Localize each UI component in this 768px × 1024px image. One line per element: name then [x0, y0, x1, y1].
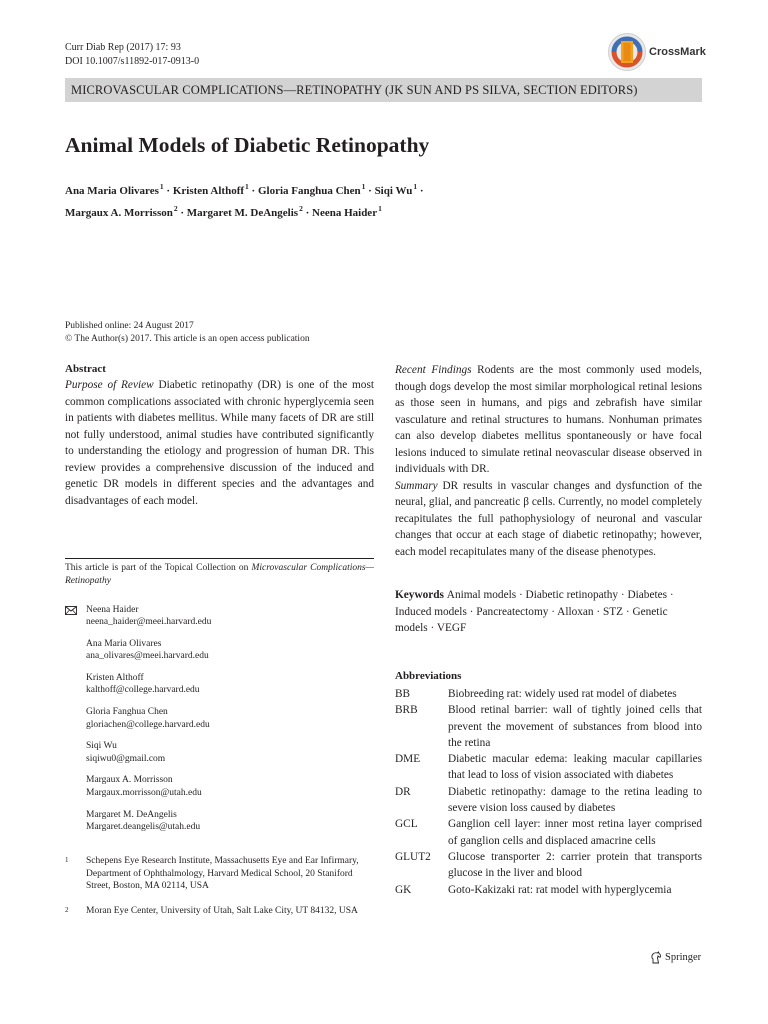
- abbreviations-heading: Abbreviations: [395, 670, 462, 682]
- author-list: [65, 178, 705, 222]
- journal-citation: [65, 41, 199, 69]
- abstract-left-column: [65, 362, 374, 509]
- contact-entry: [65, 740, 374, 765]
- journal-line: Curr Diab Rep (2017) 17: 93: [65, 42, 181, 53]
- article-title: Animal Models of Diabetic Retinopathy: [65, 133, 430, 157]
- abbreviation-definition: Diabetic retinopathy: damage to the retina leading to severe vision loss caused by diabetes: [448, 785, 702, 815]
- contact-name: Gloria Fanghua Chen: [86, 707, 168, 718]
- summary-text: DR results in vascular changes and dysfunction of the neural, glial, and pancreatic β cells. Currently, no model completely recapitulates the full pathophysiology of neuronal and vascular changes that occur at each stage of diabetic retinopathy; however, each model recapitulates many of the disease phenotypes.: [395, 479, 702, 558]
- purpose-text: Diabetic retinopathy (DR) is one of the most common complications associated with chronic hyperglycemia seen in patients with diabetes mellitus. While many facets of DR are still not fully understood, animal studies have contributed significantly to understanding the etiology and progression of human DR. This review provides a comprehensive discussion of the induced and genetic DR models in different species and the advantages and disadvantages of each model.: [65, 379, 374, 507]
- abbreviation-row: [395, 816, 702, 849]
- abbreviation-row: [395, 686, 702, 702]
- author-contacts: [65, 604, 374, 843]
- contact-name: Ana Maria Olivares: [86, 639, 162, 650]
- author-separator: ·: [177, 207, 187, 219]
- abbreviation-row: [395, 702, 702, 751]
- author-affiliation-marker: 2: [173, 204, 178, 213]
- author-name-text: Margaux A. Morrisson: [65, 207, 173, 219]
- abstract-right-column: [395, 362, 702, 560]
- publication-info: [65, 320, 310, 346]
- contact-email[interactable]: Margaux.morrisson@utah.edu: [86, 787, 202, 798]
- abstract-heading: Abstract: [65, 363, 106, 375]
- abbreviation-term: GK: [395, 883, 412, 896]
- author-name: [257, 182, 366, 197]
- topic-divider: [65, 558, 374, 559]
- abbreviation-term: BRB: [395, 704, 418, 717]
- topical-collection-note: [65, 562, 374, 588]
- abbreviation-row: [395, 849, 702, 882]
- contact-entry: [65, 774, 374, 799]
- contact-email[interactable]: neena_haider@meei.harvard.edu: [86, 617, 212, 628]
- abbreviation-term: GLUT2: [395, 850, 431, 863]
- contact-name: Kristen Althoff: [86, 673, 144, 684]
- abbreviation-definition: Glucose transporter 2: carrier protein that transports glucose in the liver and blood: [448, 850, 702, 880]
- abbreviation-row: [395, 784, 702, 817]
- abstract-findings: [395, 362, 702, 478]
- crossmark-badge[interactable]: [607, 32, 706, 72]
- contact-entry: [65, 604, 374, 629]
- author-affiliation-marker: 1: [413, 182, 418, 191]
- author-separator: ·: [163, 185, 173, 197]
- findings-label: Recent Findings: [395, 364, 472, 376]
- author-name: [312, 204, 382, 219]
- purpose-label: Purpose of Review: [65, 379, 154, 391]
- keywords-list: Animal models · Diabetic retinopathy · Diabetes · Induced models · Pancreatectomy · Alloxan · STZ · Genetic models · VEGF: [395, 589, 674, 634]
- affiliations: [65, 855, 374, 929]
- topic-collection-link[interactable]: Microvascular Complications—Retinopathy: [65, 563, 374, 586]
- summary-label: Summary: [395, 479, 438, 492]
- contact-email[interactable]: ana_olivares@meei.harvard.edu: [86, 651, 209, 662]
- copyright-line: © The Author(s) 2017. This article is an open access publication: [65, 334, 310, 344]
- author-separator: ·: [248, 185, 258, 197]
- crossmark-icon: [607, 32, 647, 72]
- abbreviation-row: [395, 751, 702, 784]
- abbreviation-term: DME: [395, 753, 421, 766]
- author-name-text: Ana Maria Olivares: [65, 185, 159, 197]
- publisher-mark: [650, 951, 701, 964]
- author-name: [65, 182, 164, 197]
- author-affiliation-marker: 1: [159, 182, 164, 191]
- author-name-text: Gloria Fanghua Chen: [257, 185, 361, 197]
- contact-name: Margaux A. Morrisson: [86, 775, 173, 786]
- envelope-icon: [65, 604, 86, 629]
- published-date: Published online: 24 August 2017: [65, 321, 194, 331]
- contact-entry: [65, 809, 374, 834]
- contact-email[interactable]: kalthoff@college.harvard.edu: [86, 685, 200, 696]
- abbreviation-definition: Goto-Kakizaki rat: rat model with hyperglycemia: [448, 883, 672, 896]
- abbreviation-row: [395, 882, 702, 898]
- keywords-heading: Keywords: [395, 589, 444, 601]
- abbreviations-list: [395, 686, 702, 898]
- keywords: [395, 587, 702, 637]
- contact-entry: [65, 672, 374, 697]
- crossmark-label: CrossMark: [649, 46, 706, 58]
- author-separator: ·: [302, 207, 312, 219]
- contact-name: Neena Haider: [86, 605, 139, 615]
- author-affiliation-marker: 1: [378, 204, 382, 213]
- topic-prefix: This article is part of the Topical Collection on: [65, 563, 252, 573]
- affiliation-text: Schepens Eye Research Institute, Massachusetts Eye and Ear Infirmary, Department of Ophthalmology, Harvard Medical School, 20 Staniford Street, Boston, MA 02114, USA: [86, 856, 359, 892]
- affiliation-entry: [65, 905, 374, 918]
- contact-email[interactable]: gloriachen@college.harvard.edu: [86, 719, 210, 730]
- contact-name: Siqi Wu: [86, 741, 117, 752]
- contact-email[interactable]: Margaret.deangelis@utah.edu: [86, 821, 201, 832]
- section-bar: MICROVASCULAR COMPLICATIONS—RETINOPATHY (JK SUN AND PS SILVA, SECTION EDITORS): [65, 78, 702, 102]
- author-name: [65, 204, 178, 219]
- author-name-text: Neena Haider: [312, 207, 378, 219]
- contact-entry: [65, 638, 374, 663]
- author-name: [374, 182, 418, 197]
- author-separator: ·: [417, 185, 424, 197]
- affiliation-entry: [65, 855, 374, 893]
- author-name-text: Margaret M. DeAngelis: [186, 207, 299, 219]
- author-separator: ·: [365, 185, 375, 197]
- affiliation-number: 1: [65, 856, 69, 864]
- author-affiliation-marker: 2: [299, 204, 303, 213]
- author-name-text: Kristen Althoff: [172, 185, 245, 197]
- publisher-name: Springer: [665, 952, 702, 963]
- abbreviation-definition: Diabetic macular edema: leaking macular capillaries that lead to loss of vision associated with diabetes: [448, 753, 702, 782]
- abbreviation-definition: Ganglion cell layer: inner most retina layer comprised of ganglion cells and displaced amacrine cells: [448, 818, 702, 847]
- contact-email[interactable]: siqiwu0@gmail.com: [86, 753, 166, 764]
- abstract-purpose: [65, 377, 374, 509]
- abbreviation-term: DR: [395, 785, 411, 798]
- author-affiliation-marker: 1: [245, 182, 249, 191]
- author-name-text: Siqi Wu: [374, 185, 413, 197]
- affiliation-text: Moran Eye Center, University of Utah, Salt Lake City, UT 84132, USA: [86, 905, 358, 916]
- abbreviation-term: BB: [395, 688, 411, 700]
- doi-line[interactable]: DOI 10.1007/s11892-017-0913-0: [65, 56, 200, 67]
- contact-entry: [65, 706, 374, 731]
- abbreviation-definition: Blood retinal barrier: wall of tightly joined cells that prevent the movement of substances from blood into the retina: [448, 704, 702, 749]
- abbreviation-definition: Biobreeding rat: widely used rat model of diabetes: [448, 688, 677, 700]
- contact-name: Margaret M. DeAngelis: [86, 809, 177, 820]
- abstract-summary: [395, 478, 702, 561]
- author-name: [172, 182, 249, 197]
- findings-text: Rodents are the most commonly used models, though dogs develop the most similar morphological retinal lesions as those seen in humans, and pigs and zebrafish have similar vasculature and retinal structures to humans. Nonhuman primates can also develop diabetes mellitus spontaneously or have focal lesions induced to simulate retinal neovascular disease observed in individuals with DR.: [395, 364, 702, 475]
- author-name: [186, 204, 303, 219]
- springer-horse-icon: [650, 951, 662, 964]
- author-affiliation-marker: 1: [361, 182, 366, 191]
- affiliation-number: 2: [65, 905, 69, 914]
- abbreviation-term: GCL: [395, 818, 418, 831]
